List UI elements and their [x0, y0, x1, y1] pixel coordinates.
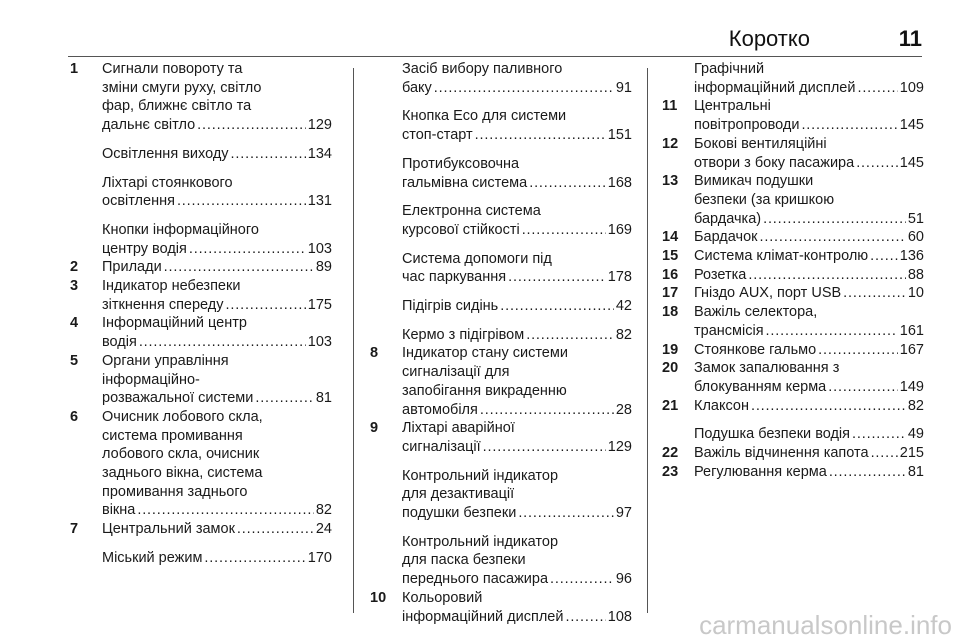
entry-page-ref: 28 — [615, 401, 632, 418]
page-header — [0, 0, 960, 56]
index-entry — [370, 467, 632, 523]
index-column-3 — [662, 60, 924, 481]
entry-page-ref: 103 — [307, 334, 332, 351]
dot-leader — [763, 210, 906, 229]
index-entry — [370, 202, 632, 239]
entry-text-line: Ліхтарі аварійної — [402, 420, 515, 437]
entry-body — [694, 359, 924, 396]
entry-text-line: Важіль відчинення капота — [694, 445, 869, 462]
entry-page-ref: 175 — [307, 296, 332, 313]
entry-page-ref: 49 — [907, 426, 924, 443]
entry-text-line: подушки безпеки — [402, 505, 517, 522]
dot-leader — [483, 438, 606, 457]
column-divider — [353, 68, 354, 613]
index-entry — [370, 250, 632, 287]
entry-page-ref: 108 — [607, 608, 632, 625]
entry-text-line: запобігання викраденню — [402, 382, 567, 399]
entry-number: 11 — [662, 98, 678, 115]
entry-text-line: інформаційно- — [102, 371, 200, 388]
entry-text-line: Підігрів сидінь — [402, 298, 499, 315]
entry-body — [694, 135, 924, 172]
entry-text-line: Протибуксовочна — [402, 155, 520, 172]
column-divider — [647, 68, 648, 613]
entry-text-line: Засіб вибору паливного — [402, 61, 563, 77]
entry-number: 10 — [370, 589, 387, 606]
entry-body — [694, 284, 924, 303]
dot-leader — [475, 126, 606, 145]
entry-text-line: Кольоровий — [402, 589, 483, 606]
entry-page-ref: 82 — [615, 326, 632, 343]
entry-page-ref: 145 — [899, 154, 924, 171]
section-title: Коротко — [728, 26, 810, 51]
entry-number: 20 — [662, 360, 679, 377]
entry-text-line: Прилади — [102, 259, 162, 276]
index-entry — [662, 266, 924, 285]
entry-text-line: Подушка безпеки водія — [694, 426, 851, 443]
entry-text-line: Система клімат-контролю — [694, 248, 869, 265]
entry-last-line — [694, 463, 924, 482]
index-entry — [370, 60, 632, 97]
entry-text-line: зміни смуги руху, світло — [102, 79, 262, 96]
index-entry — [662, 135, 924, 172]
entry-last-line — [694, 341, 924, 360]
dot-leader — [870, 247, 898, 266]
entry-body — [102, 258, 332, 277]
entry-last-line — [102, 116, 332, 135]
dot-leader — [197, 116, 306, 135]
dot-leader — [871, 444, 898, 463]
entry-number: 6 — [70, 408, 79, 425]
entry-last-line — [402, 268, 632, 287]
entry-text-line: Очисник лобового скла, — [102, 408, 263, 425]
entry-body — [694, 463, 924, 482]
entry-page-ref: 91 — [615, 79, 632, 96]
entry-last-line — [402, 438, 632, 457]
index-entry — [370, 419, 632, 456]
entry-body — [102, 408, 332, 520]
entry-number: 21 — [662, 397, 679, 414]
dot-leader — [226, 296, 306, 315]
entry-number: 7 — [70, 521, 79, 538]
entry-body — [102, 314, 332, 351]
dot-leader — [189, 240, 306, 259]
entry-body — [102, 174, 332, 211]
dot-leader — [550, 570, 614, 589]
entry-body — [694, 172, 924, 228]
dot-leader — [139, 333, 306, 352]
entry-body — [402, 107, 632, 144]
entry-text-line: Індикатор небезпеки — [102, 278, 241, 295]
dot-leader — [828, 378, 898, 397]
entry-page-ref: 145 — [899, 117, 924, 134]
dot-leader — [856, 154, 898, 173]
entry-text-line: розважальної системи — [102, 390, 254, 407]
entry-text-line: безпеки (за кришкою — [694, 191, 835, 208]
entry-page-ref: 96 — [615, 571, 632, 588]
entry-text-line: Контрольний індикатор — [402, 533, 559, 550]
dot-leader — [565, 608, 605, 627]
entry-text-line: Міський режим — [102, 549, 203, 566]
dot-leader — [508, 268, 606, 287]
dot-leader — [751, 397, 906, 416]
entry-body — [402, 60, 632, 97]
index-entry — [70, 520, 332, 539]
entry-page-ref: 109 — [899, 79, 924, 96]
entry-body — [102, 60, 332, 135]
entry-last-line — [694, 397, 924, 416]
entry-page-ref: 167 — [899, 341, 924, 358]
entry-text-line: Індикатор стану системи — [402, 345, 568, 362]
entry-page-ref: 215 — [899, 445, 924, 462]
index-entry — [70, 258, 332, 277]
entry-page-ref: 131 — [307, 193, 332, 210]
entry-last-line — [402, 570, 632, 589]
dot-leader — [843, 284, 906, 303]
entry-body — [402, 326, 632, 345]
entry-body — [402, 297, 632, 316]
entry-page-ref: 10 — [907, 285, 924, 302]
entry-text-line: Регулювання керма — [694, 463, 827, 480]
entry-body — [694, 60, 924, 97]
entry-text-line: стоп-старт — [402, 127, 473, 144]
dot-leader — [818, 341, 898, 360]
entry-number: 22 — [662, 445, 679, 462]
index-entry — [370, 344, 632, 419]
index-entry — [662, 359, 924, 396]
entry-text-line: промивання заднього — [102, 483, 248, 500]
index-entry — [662, 341, 924, 360]
index-entry — [70, 314, 332, 351]
entry-body — [694, 228, 924, 247]
entry-number: 5 — [70, 352, 79, 369]
entry-number: 23 — [662, 463, 679, 480]
dot-leader — [204, 549, 305, 568]
entry-last-line — [694, 116, 924, 135]
entry-text-line: центру водія — [102, 240, 187, 257]
entry-body — [402, 467, 632, 523]
entry-last-line — [102, 145, 332, 164]
index-entry — [662, 425, 924, 444]
entry-last-line — [402, 608, 632, 627]
entry-text-line: лобового скла, очисник — [102, 446, 260, 463]
entry-number: 19 — [662, 341, 679, 358]
entry-text-line: вікна — [102, 502, 136, 519]
index-entry — [370, 297, 632, 316]
entry-text-line: водія — [102, 334, 137, 351]
entry-last-line — [402, 504, 632, 523]
index-entry — [662, 397, 924, 416]
dot-leader — [529, 174, 606, 193]
entry-page-ref: 103 — [307, 240, 332, 257]
index-entry — [662, 172, 924, 228]
entry-last-line — [694, 444, 924, 463]
entry-text-line: Кермо з підігрівом — [402, 326, 525, 343]
entry-last-line — [694, 228, 924, 247]
dot-leader — [255, 389, 314, 408]
index-entry — [662, 228, 924, 247]
entry-last-line — [402, 174, 632, 193]
entry-page-ref: 151 — [607, 127, 632, 144]
index-entry — [70, 60, 332, 135]
index-entry — [70, 145, 332, 164]
entry-number: 4 — [70, 315, 79, 332]
entry-last-line — [694, 247, 924, 266]
index-entry — [70, 277, 332, 314]
entry-text-line: Система допомоги під — [402, 250, 552, 267]
entry-page-ref: 136 — [899, 248, 924, 265]
entry-last-line — [694, 322, 924, 341]
entry-text-line: отвори з боку пасажира — [694, 154, 855, 171]
entry-text-line: баку — [402, 79, 432, 96]
entry-last-line — [102, 520, 332, 539]
entry-body — [402, 589, 632, 626]
dot-leader — [164, 258, 314, 277]
index-entry — [370, 326, 632, 345]
entry-text-line: дальнє світло — [102, 117, 196, 134]
entry-text-line: зіткнення спереду — [102, 296, 224, 313]
entry-page-ref: 168 — [607, 174, 632, 191]
entry-text-line: Органи управління — [102, 352, 229, 369]
index-entry — [70, 408, 332, 520]
entry-last-line — [694, 378, 924, 397]
entry-number: 18 — [662, 304, 679, 321]
dot-leader — [526, 326, 614, 345]
entry-body — [402, 250, 632, 287]
entry-text-line: курсової стійкості — [402, 221, 520, 238]
entry-text-line: Стоянкове гальмо — [694, 341, 817, 358]
header-divider — [68, 56, 922, 57]
dot-leader — [177, 192, 306, 211]
dot-leader — [829, 463, 906, 482]
entry-body — [694, 266, 924, 285]
index-column-2 — [370, 60, 632, 626]
entry-last-line — [102, 549, 332, 568]
entry-body — [402, 419, 632, 456]
entry-number: 12 — [662, 135, 679, 152]
dot-leader — [237, 520, 314, 539]
entry-text-line: Розетка — [694, 266, 747, 283]
entry-last-line — [102, 240, 332, 259]
entry-text-line: Важіль селектора, — [694, 304, 818, 321]
entry-last-line — [102, 389, 332, 408]
entry-number: 13 — [662, 173, 679, 190]
entry-number: 1 — [70, 61, 79, 77]
entry-text-line: Ліхтарі стоянкового — [102, 174, 233, 191]
entry-text-line: Контрольний індикатор — [402, 467, 559, 484]
index-entry — [370, 589, 632, 626]
entry-body — [102, 145, 332, 164]
entry-page-ref: 42 — [615, 298, 632, 315]
entry-body — [694, 444, 924, 463]
dot-leader — [434, 79, 614, 98]
entry-text-line: Сигнали повороту та — [102, 61, 243, 77]
entry-text-line: Графічний — [694, 61, 765, 77]
index-entry — [662, 303, 924, 340]
entry-text-line: Вимикач подушки — [694, 173, 814, 190]
entry-last-line — [402, 326, 632, 345]
entry-body — [102, 520, 332, 539]
index-column-1 — [70, 60, 332, 568]
entry-page-ref: 161 — [899, 322, 924, 339]
entry-text-line: заднього вікна, система — [102, 465, 263, 482]
entry-text-line: трансмісія — [694, 322, 764, 339]
entry-page-ref: 134 — [307, 145, 332, 162]
entry-text-line: освітлення — [102, 193, 175, 210]
entry-last-line — [402, 401, 632, 420]
entry-body — [694, 341, 924, 360]
dot-leader — [480, 401, 614, 420]
entry-number: 15 — [662, 248, 679, 265]
page-number: 11 — [898, 26, 922, 51]
entry-last-line — [402, 79, 632, 98]
entry-text-line: переднього пасажира — [402, 571, 549, 588]
entry-text-line: для дезактивації — [402, 486, 515, 503]
entry-text-line: блокуванням керма — [694, 378, 827, 395]
entry-number: 9 — [370, 420, 379, 437]
index-entry — [70, 221, 332, 258]
entry-page-ref: 178 — [607, 269, 632, 286]
index-entry — [70, 352, 332, 408]
entry-page-ref: 89 — [315, 259, 332, 276]
entry-page-ref: 51 — [907, 210, 924, 227]
entry-page-ref: 149 — [899, 378, 924, 395]
entry-text-line: повітропроводи — [694, 117, 800, 134]
index-entry — [370, 155, 632, 192]
entry-body — [402, 533, 632, 589]
entry-text-line: Освітлення виходу — [102, 145, 229, 162]
entry-last-line — [402, 221, 632, 240]
entry-body — [402, 344, 632, 419]
entry-page-ref: 169 — [607, 221, 632, 238]
entry-page-ref: 97 — [615, 505, 632, 522]
index-entry — [662, 444, 924, 463]
entry-text-line: фар, ближнє світло та — [102, 98, 252, 115]
entry-last-line — [102, 333, 332, 352]
entry-number: 2 — [70, 259, 79, 276]
watermark: carmanualsonline.info — [699, 610, 952, 640]
entry-page-ref: 24 — [315, 521, 332, 538]
entry-page-ref: 82 — [907, 397, 924, 414]
dot-leader — [852, 425, 906, 444]
index-entry — [70, 174, 332, 211]
entry-body — [694, 247, 924, 266]
entry-number: 16 — [662, 266, 679, 283]
entry-text-line: Бардачок — [694, 229, 758, 246]
entry-last-line — [694, 284, 924, 303]
entry-text-line: Кнопки інформаційного — [102, 221, 259, 238]
dot-leader — [518, 504, 614, 523]
dot-leader — [857, 79, 897, 98]
entry-body — [102, 549, 332, 568]
entry-text-line: Інформаційний центр — [102, 315, 247, 332]
entry-page-ref: 81 — [907, 463, 924, 480]
entry-number: 3 — [70, 278, 79, 295]
index-entry — [370, 533, 632, 589]
entry-text-line: автомобіля — [402, 401, 478, 418]
dot-leader — [500, 297, 614, 316]
entry-last-line — [102, 501, 332, 520]
entry-text-line: для паска безпеки — [402, 552, 526, 569]
entry-text-line: інформаційний дисплей — [402, 608, 564, 625]
entry-body — [102, 221, 332, 258]
index-entry — [662, 60, 924, 97]
entry-text-line: Клаксон — [694, 397, 749, 414]
entry-body — [694, 97, 924, 134]
dot-leader — [748, 266, 905, 285]
index-entry — [662, 97, 924, 134]
entry-number: 17 — [662, 285, 679, 302]
entry-text-line: Кнопка Eco для системи — [402, 108, 567, 125]
entry-body — [694, 397, 924, 416]
entry-last-line — [694, 79, 924, 98]
entry-page-ref: 60 — [907, 229, 924, 246]
entry-page-ref: 129 — [307, 117, 332, 134]
entry-text-line: сигналізації для — [402, 364, 510, 381]
entry-last-line — [102, 192, 332, 211]
entry-text-line: час паркування — [402, 269, 507, 286]
entry-body — [694, 303, 924, 340]
entry-text-line: бардачка) — [694, 210, 762, 227]
entry-page-ref: 129 — [607, 438, 632, 455]
entry-last-line — [402, 126, 632, 145]
entry-last-line — [102, 296, 332, 315]
dot-leader — [801, 116, 897, 135]
index-entry — [662, 463, 924, 482]
entry-body — [694, 425, 924, 444]
entry-text-line: Бокові вентиляційні — [694, 135, 827, 152]
entry-text-line: система промивання — [102, 427, 243, 444]
entry-text-line: сигналізації — [402, 438, 481, 455]
entry-body — [402, 202, 632, 239]
entry-last-line — [694, 210, 924, 229]
entry-last-line — [102, 258, 332, 277]
entry-body — [102, 352, 332, 408]
entry-text-line: Електронна система — [402, 203, 541, 220]
entry-page-ref: 81 — [315, 390, 332, 407]
entry-last-line — [694, 154, 924, 173]
dot-leader — [766, 322, 898, 341]
entry-text-line: гальмівна система — [402, 174, 528, 191]
index-entry — [370, 107, 632, 144]
dot-leader — [137, 501, 314, 520]
dot-leader — [522, 221, 606, 240]
entry-text-line: Центральні — [694, 98, 771, 115]
entry-page-ref: 88 — [907, 266, 924, 283]
entry-last-line — [402, 297, 632, 316]
entry-text-line: інформаційний дисплей — [694, 79, 856, 96]
dot-leader — [759, 228, 905, 247]
entry-text-line: Гніздо AUX, порт USB — [694, 285, 842, 302]
entry-body — [402, 155, 632, 192]
entry-text-line: Замок запалювання з — [694, 360, 840, 377]
index-entry — [70, 549, 332, 568]
index-entry — [662, 284, 924, 303]
entry-page-ref: 82 — [315, 502, 332, 519]
entry-last-line — [694, 425, 924, 444]
entry-body — [102, 277, 332, 314]
entry-page-ref: 170 — [307, 549, 332, 566]
entry-last-line — [694, 266, 924, 285]
dot-leader — [231, 145, 306, 164]
entry-number: 14 — [662, 229, 679, 246]
entry-number: 8 — [370, 345, 379, 362]
index-entry — [662, 247, 924, 266]
entry-text-line: Центральний замок — [102, 521, 235, 538]
